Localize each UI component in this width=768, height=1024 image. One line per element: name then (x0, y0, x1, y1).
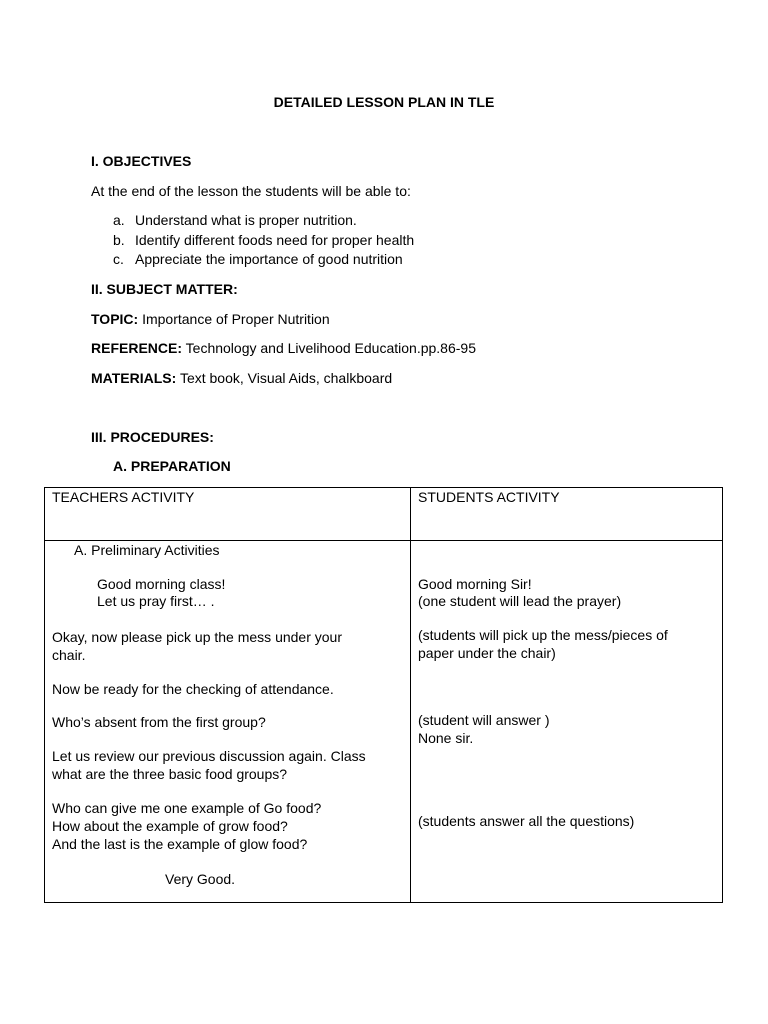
teacher-line: what are the three basic food groups? (52, 766, 288, 782)
student-line: None sir. (418, 730, 474, 746)
table-header-cell (411, 488, 723, 541)
student-line: Good morning Sir! (418, 576, 532, 592)
objective-text: Appreciate the importance of good nutrition (135, 251, 403, 267)
topic-value: Importance of Proper Nutrition (142, 311, 330, 327)
student-line: paper under the chair) (418, 645, 556, 661)
list-marker: a. (113, 212, 125, 228)
table-header-row (45, 488, 723, 541)
procedures-heading: III. PROCEDURES: (91, 429, 214, 445)
teacher-line: Let us review our previous discussion again. Class (52, 748, 366, 764)
list-marker: b. (113, 232, 125, 248)
student-line: (one student will lead the prayer) (418, 593, 622, 609)
procedures-table (44, 487, 723, 903)
table-header-cell (45, 488, 411, 541)
teacher-activity-cell (45, 541, 411, 903)
student-line: (students answer all the questions) (418, 813, 635, 829)
objective-text: Identify different foods need for proper health (135, 232, 415, 248)
teacher-line: Now be ready for the checking of attendance. (52, 681, 334, 697)
subject-matter-heading: II. SUBJECT MATTER: (91, 281, 238, 297)
teacher-line: Who’s absent from the first group? (52, 714, 266, 730)
reference-value: Technology and Livelihood Education.pp.86-95 (185, 340, 476, 356)
objective-item-b (113, 232, 414, 248)
table-row (45, 541, 723, 903)
objective-item-a (113, 212, 357, 228)
objectives-heading: I. OBJECTIVES (91, 153, 192, 169)
objectives-intro: At the end of the lesson the students will be able to: (91, 183, 411, 199)
student-line: (student will answer ) (418, 712, 550, 728)
topic-line (91, 311, 330, 327)
teacher-line: A. Preliminary Activities (74, 542, 220, 558)
document-title: DETAILED LESSON PLAN IN TLE (273, 94, 495, 110)
teacher-line: How about the example of grow food? (52, 818, 288, 834)
teacher-line: Okay, now please pick up the mess under your (52, 629, 343, 645)
teacher-line: Let us pray first… . (97, 593, 215, 609)
list-marker: c. (113, 251, 124, 267)
preparation-subheading: A. PREPARATION (113, 458, 231, 474)
teacher-line: Who can give me one example of Go food? (52, 800, 322, 816)
teacher-line: Good morning class! (97, 576, 226, 592)
objective-item-c (113, 251, 403, 267)
teachers-activity-header: TEACHERS ACTIVITY (52, 489, 195, 505)
teacher-line: And the last is the example of glow food? (52, 836, 308, 852)
student-line: (students will pick up the mess/pieces of (418, 627, 668, 643)
objective-text: Understand what is proper nutrition. (135, 212, 357, 228)
reference-label: REFERENCE: (91, 340, 183, 356)
student-activity-cell (411, 541, 723, 903)
materials-value: Text book, Visual Aids, chalkboard (179, 370, 393, 386)
reference-line (91, 340, 476, 356)
teacher-line: chair. (52, 647, 86, 663)
materials-label: MATERIALS: (91, 370, 177, 386)
students-activity-header: STUDENTS ACTIVITY (418, 489, 560, 505)
materials-line (91, 370, 392, 386)
teacher-line: Very Good. (165, 871, 236, 887)
topic-label: TOPIC: (91, 311, 139, 327)
